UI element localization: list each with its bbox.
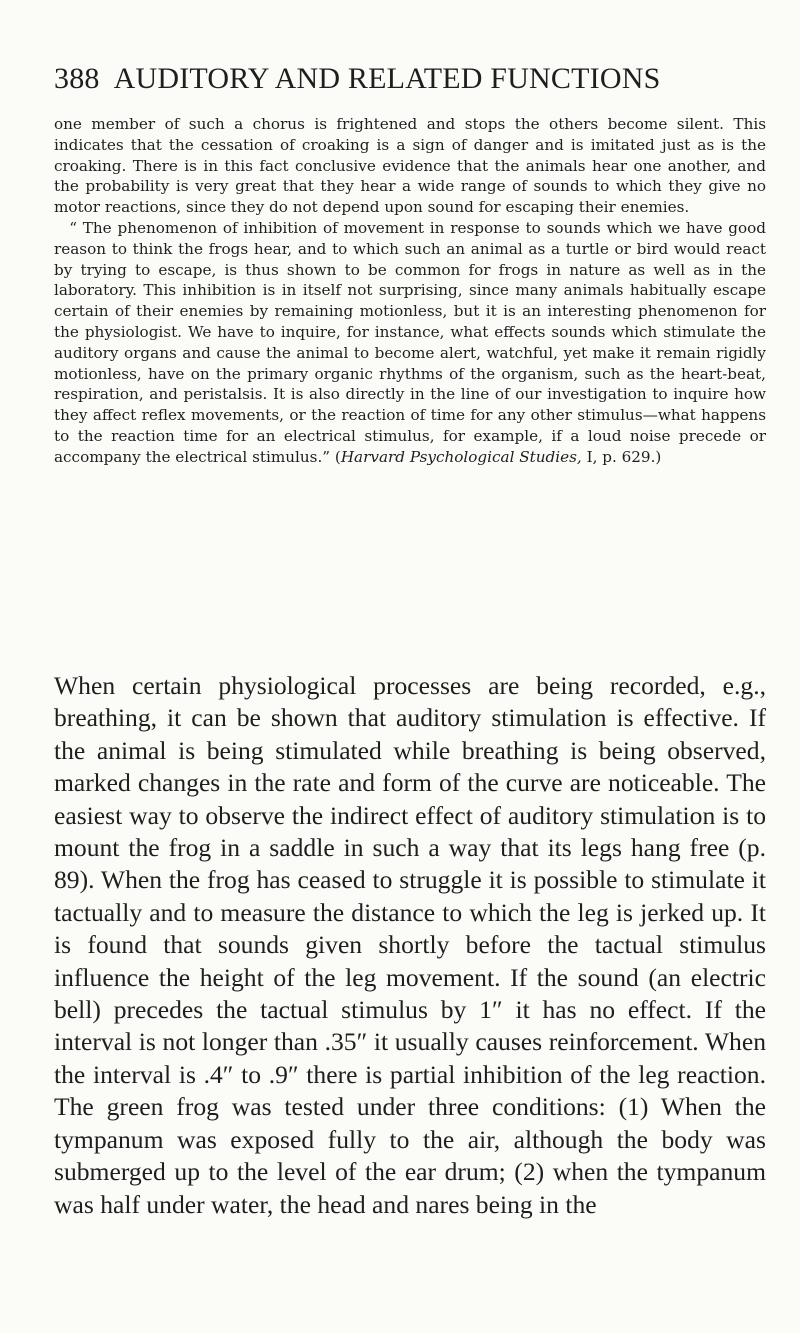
page-number: 388 (54, 62, 100, 95)
running-title: AUDITORY AND RELATED FUNCTIONS (113, 62, 661, 95)
citation-detail: I, p. 629.) (581, 447, 662, 466)
running-header (54, 62, 754, 96)
block-quote (54, 114, 766, 468)
quote-paragraph: one member of such a chorus is frightened and stops the others become silent. This indicates that the cessation of croaking is a sign of danger and is imitated just as is the croaking. There is in this fact conclusive evidence that the animals hear one another, and the probability is very great that they hear a wide range of sounds to which they give no motor reactions, since they do not depend upon sound for escaping their enemies. (54, 115, 766, 217)
quote-paragraph (54, 218, 766, 468)
citation-title: Harvard Psychological Studies, (340, 447, 582, 466)
body-paragraph: When certain physiological processes are being recorded, e.g., breathing, it can be shown that auditory stimulation is effective. If the animal is being stimulated while breathing is being observed, marked changes in the rate and form of the curve are noticeable. The easiest way to observe the indirect effect of auditory stimulation is to mount the frog in a saddle in such a way that its legs hang free (p. 89). When the frog has ceased to struggle it is possible to stimulate it tactually and to measure the distance to which the leg is jerked up. It is found that sounds given shortly before the tactual stimulus influence the height of the leg movement. If the sound (an electric bell) precedes the tactual stimulus by 1″ it has no effect. If the interval is not longer than .35″ it usually causes reinforcement. When the interval is .4″ to .9″ there is partial inhibition of the leg reaction. The green frog was tested under three conditions: (1) When the tympanum was exposed fully to the air, although the body was submerged up to the level of the ear drum; (2) when the tympanum was half under water, the head and nares being in the (54, 671, 766, 1219)
citation-open: ( (334, 447, 341, 466)
quote-text: “ The phenomenon of inhibition of movement in response to sounds which we have good reason to think the frogs hear, and to which such an animal as a turtle or bird would react by trying to escape, is thus shown to be common for frogs in nature as well as in the laboratory. This inhibition is in itself not surprising, since many animals habitually escape certain of their enemies by remaining motionless, but it is an interesting phenomenon for the physiologist. We have to inquire, for instance, what effects sounds which stimulate the auditory organs and cause the animal to become alert, watchful, yet make it remain rigidly motionless, have on the primary organic rhythms of the organism, such as the heart-beat, respiration, and peristalsis. It is also directly in the line of our investigation to inquire how they affect reflex movements, or the reaction of time for any other stimulus—what happens to the reaction time for an electrical stimulus, for example, if a loud noise precede or accompany the electrical stimulus.” (54, 218, 766, 466)
